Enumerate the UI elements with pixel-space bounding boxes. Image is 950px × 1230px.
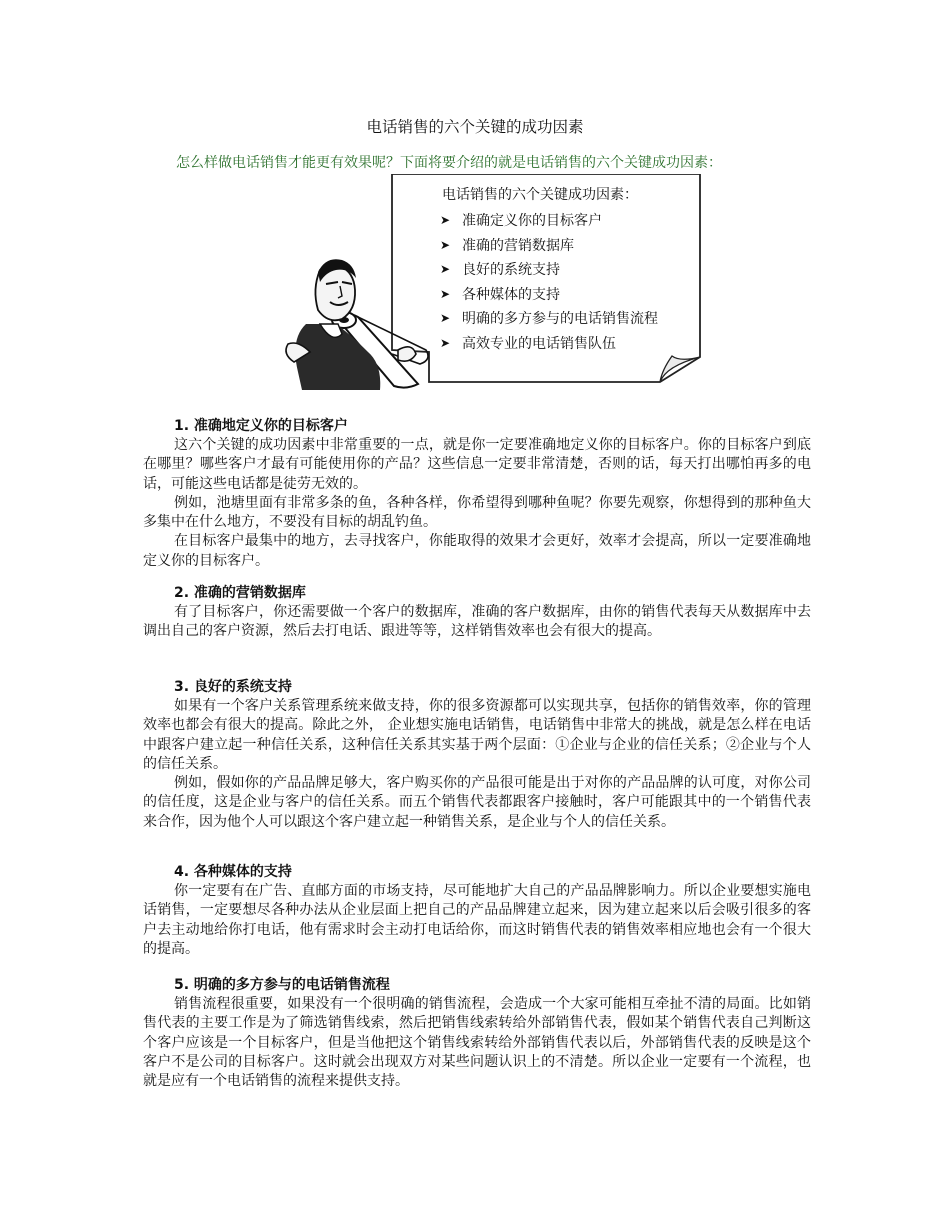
section-heading: 3. 良好的系统支持 bbox=[174, 679, 292, 695]
section-heading: 1. 准确地定义你的目标客户 bbox=[174, 418, 348, 434]
list-item-label: 良好的系统支持 bbox=[462, 262, 560, 279]
section-heading: 4. 各种媒体的支持 bbox=[174, 864, 292, 880]
section-paragraph: 例如，假如你的产品品牌足够大，客户购买你的产品很可能是出于对你的产品品牌的认可度，对你公司的信任度，这是企业与客户的信任关系。而五个销售代表都跟客户接触时，客户可能跟其中的一个销售代表来合作，因为他个人可以跟这个客户建立起一种销售关系，是企业与个人的信任关系。 bbox=[143, 775, 811, 830]
arrow-bullet-icon: ➤ bbox=[440, 286, 451, 301]
section-heading: 2. 准确的营销数据库 bbox=[174, 585, 306, 601]
list-item-label: 各种媒体的支持 bbox=[462, 286, 560, 303]
section-marketing-database bbox=[143, 584, 811, 642]
section-paragraph: 销售流程很重要，如果没有一个很明确的销售流程，会造成一个大家可能相互牵扯不清的局面。比如销售代表的主要工作是为了筛选销售线索，然后把销售线索转给外部销售代表，假如某个销售代表自己判断这个客户应该是一个目标客户，但是当他把这个销售线索转给外部销售代表以后，外部销售代表的反映是这个客户不是公司的目标客户。这时就会出现双方对某些问题认识上的不清楚。所以企业一定要有一个流程，也就是应有一个电话销售的流程来提供支持。 bbox=[143, 996, 811, 1090]
section-media-support bbox=[143, 863, 811, 959]
list-item-label: 高效专业的电话销售队伍 bbox=[462, 335, 616, 352]
section-paragraph: 这六个关键的成功因素中非常重要的一点，就是你一定要准确地定义你的目标客户。你的目标客户到底在哪里？哪些客户才最有可能使用你的产品？这些信息一定要非常清楚，否则的话，每天打出哪怕再多的电话，可能这些电话都是徒劳无效的。 bbox=[143, 437, 811, 492]
section-paragraph: 有了目标客户，你还需要做一个客户的数据库，准确的客户数据库，由你的销售代表每天从数据库中去调出自己的客户资源，然后去打电话、跟进等等，这样销售效率也会有很大的提高。 bbox=[143, 604, 811, 640]
list-item bbox=[440, 331, 658, 356]
list-item-label: 明确的多方参与的电话销售流程 bbox=[462, 311, 658, 328]
list-item bbox=[440, 233, 658, 258]
section-paragraph: 例如，池塘里面有非常多条的鱼，各种各样，你希望得到哪种鱼呢？你要先观察，你想得到的那种鱼大多集中在什么地方，不要没有目标的胡乱钓鱼。 bbox=[143, 494, 811, 531]
arrow-bullet-icon: ➤ bbox=[440, 237, 451, 252]
section-heading: 5. 明确的多方参与的电话销售流程 bbox=[174, 977, 390, 993]
page-title: 电话销售的六个关键的成功因素 bbox=[366, 118, 584, 136]
section-paragraph: 你一定要有在广告、直邮方面的市场支持，尽可能地扩大自己的产品品牌影响力。所以企业要想实施电话销售，一定要想尽各种办法从企业层面上把自己的产品品牌建立起来，因为建立起来以后会吸引很多的客户去主动地给你打电话，他有需求时会主动打电话给你，而这时销售代表的销售效率相应地也会有一个很大的提高。 bbox=[143, 883, 811, 957]
list-item bbox=[440, 208, 658, 233]
intro-text: 怎么样做电话销售才能更有效果呢？下面将要介绍的就是电话销售的六个关键成功因素： bbox=[176, 155, 722, 171]
arrow-bullet-icon: ➤ bbox=[440, 213, 451, 228]
section-sales-process bbox=[143, 976, 811, 1091]
arrow-bullet-icon: ➤ bbox=[440, 335, 451, 350]
list-item-label: 准确的营销数据库 bbox=[462, 237, 574, 254]
list-item bbox=[440, 306, 658, 331]
success-factors-figure bbox=[280, 174, 705, 394]
arrow-bullet-icon: ➤ bbox=[440, 262, 451, 277]
section-system-support bbox=[143, 678, 811, 832]
arrow-bullet-icon: ➤ bbox=[440, 311, 451, 326]
section-paragraph: 在目标客户最集中的地方，去寻找客户，你能取得的效果才会更好，效率才会提高，所以一定要准确地定义你的目标客户。 bbox=[143, 533, 811, 569]
list-item-label: 准确定义你的目标客户 bbox=[462, 213, 602, 230]
success-factors-list bbox=[440, 208, 658, 355]
section-target-customers bbox=[143, 417, 811, 571]
list-item bbox=[440, 257, 658, 282]
list-item bbox=[440, 282, 658, 307]
section-paragraph: 如果有一个客户关系管理系统来做支持，你的很多资源都可以实现共享，包括你的销售效率，你的管理效率也都会有很大的提高。除此之外， 企业想实施电话销售，电话销售中非常大的挑战，就是怎么样在电话中跟客户建立起一种信任关系，这种信任关系其实基于两个层面：①企业与企业的信任关系；②企业与个人的信任关系。 bbox=[143, 698, 811, 772]
figure-panel-title: 电话销售的六个关键成功因素： bbox=[442, 187, 638, 203]
